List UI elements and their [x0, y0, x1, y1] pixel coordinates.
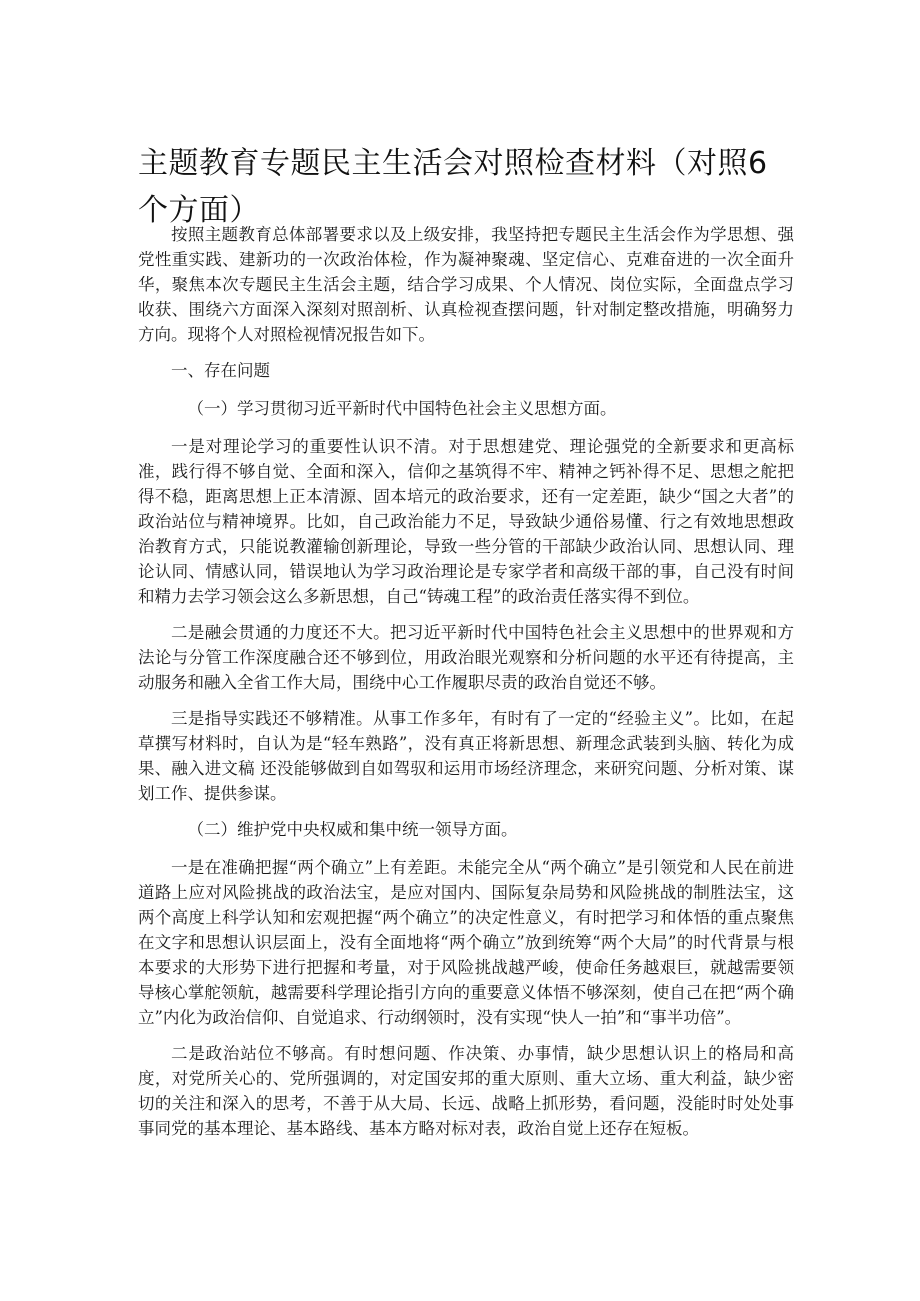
body-paragraph: 一是在准确把握“两个确立”上有差距。未能完全从“两个确立”是引领党和人民在前进道路上应对风险挑战的政治法宝，是应对国内、国际复杂局势和风险挑战的制胜法宝，这两个高度上科学认知和宏观把握“两个确立”的决定性意义，有时把学习和体悟的重点聚焦在文字和思想认识层面上，没有全面地将“两个确立”放到统筹“两个大局”的时代背景与根本要求的大形势下进行把握和考量，对于风险挑战越严峻，使命任务越艰巨，就越需要领导核心掌舵领航，越需要科学理论指引方向的重要意义体悟不够深刻，使自己在把“两个确立”内化为政治信仰、自觉追求、行动纲领时，没有实现“快人一拍”和“事半功倍”。 [138, 858, 794, 1027]
body-paragraph: 按照主题教育总体部署要求以及上级安排，我坚持把专题民主生活会作为学思想、强党性重实践、建新功的一次政治体检，作为凝神聚魂、坚定信心、克难奋进的一次全面升华，聚焦本次专题民主生活会主题，结合学习成果、个人情况、岗位实际，全面盘点学习收获、围绕六方面深入深刻对照剖析、认真检视查摆问题，针对制定整改措施，明确努力方向。现将个人对照检视情况报告如下。 [138, 225, 794, 344]
document-title: 主题教育专题民主生活会对照检查材料（对照6个方面） [138, 146, 768, 228]
subsection-heading: （二）维护党中央权威和集中统一领导方面。 [187, 820, 518, 839]
subsection-heading: （一）学习贯彻习近平新时代中国特色社会主义思想方面。 [187, 399, 617, 418]
body-paragraph: 二是融会贯通的力度还不大。把习近平新时代中国特色社会主义思想中的世界观和方法论与分管工作深度融合还不够到位，用政治眼光观察和分析问题的水平还有待提高，主动服务和融入全省工作大局，围绕中心工作履职尽责的政治自觉还不够。 [138, 623, 794, 692]
section-heading: 一、存在问题 [171, 361, 270, 380]
body-paragraph: 二是政治站位不够高。有时想问题、作决策、办事情，缺少思想认识上的格局和高度，对党所关心的、党所强调的，对定国安邦的重大原则、重大立场、重大利益，缺少密切的关注和深入的思考，不善于从大局、长远、战略上抓形势，看问题，没能时时处处事事同党的基本理论、基本路线、基本方略对标对表，政治自觉上还存在短板。 [138, 1044, 794, 1138]
document-body [138, 222, 794, 1152]
body-paragraph: 一是对理论学习的重要性认识不清。对于思想建党、理论强党的全新要求和更高标准，践行得不够自觉、全面和深入，信仰之基筑得不牢、精神之钙补得不足、思想之舵把得不稳，距离思想上正本清源、固本培元的政治要求，还有一定差距，缺少“国之大者”的政治站位与精神境界。比如，自己政治能力不足，导致缺少通俗易懂、行之有效地思想政治教育方式，只能说教灌输创新理论，导致一些分管的干部缺少政治认同、思想认同、理论认同、情感认同，错误地认为学习政治理论是专家学者和高级干部的事，自己没有时间和精力去学习领会这么多新思想，自己“铸魂工程”的政治责任落实得不到位。 [138, 437, 794, 606]
body-paragraph: 三是指导实践还不够精准。从事工作多年，有时有了一定的“经验主义”。比如，在起草撰写材料时，自认为是“轻车熟路”，没有真正将新思想、新理念武装到头脑、转化为成果、融入进文稿 还没能够做到自如驾驭和运用市场经济理念，来研究问题、分析对策、谋划工作、提供参谋。 [138, 709, 794, 803]
